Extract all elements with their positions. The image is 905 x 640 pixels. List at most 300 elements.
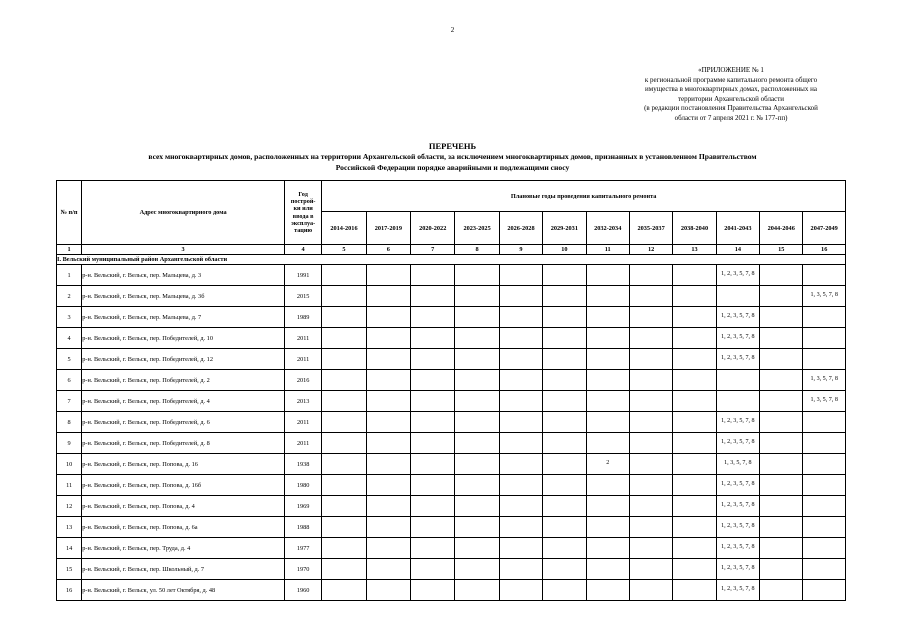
repair-works-cell (411, 307, 455, 328)
appendix-line: к региональной программе капитального ремонта общего (644, 75, 818, 84)
table-row (57, 433, 846, 454)
repair-works-cell (543, 559, 586, 580)
repair-works-cell (586, 286, 629, 307)
column-number: 1 (57, 245, 82, 255)
table-row (57, 307, 846, 328)
repair-works-cell (543, 370, 586, 391)
repair-works-cell (803, 559, 846, 580)
repair-works-cell (803, 328, 846, 349)
column-number: 13 (673, 245, 716, 255)
repair-works-cell (760, 391, 803, 412)
repair-works-cell (411, 349, 455, 370)
row-number: 15 (57, 559, 82, 580)
period-header: 2017-2019 (366, 212, 410, 245)
repair-works-cell (499, 517, 542, 538)
appendix-line: (в редакции постановления Правительства Архангельской (644, 104, 818, 113)
row-number: 8 (57, 412, 82, 433)
repair-works-cell (366, 433, 410, 454)
row-build-year: 1960 (284, 580, 321, 601)
repair-works-cell (455, 349, 499, 370)
repair-works-cell (803, 580, 846, 601)
repair-works-cell (716, 370, 759, 391)
repair-works-cell (366, 265, 410, 286)
row-number: 1 (57, 265, 82, 286)
repair-works-cell (629, 496, 672, 517)
row-address: р-н. Вельский, г. Вельск, пер. Попова, д. 16б (82, 475, 285, 496)
repair-works-cell (411, 475, 455, 496)
repair-works-cell (586, 496, 629, 517)
row-number: 13 (57, 517, 82, 538)
row-number: 14 (57, 538, 82, 559)
repair-works-cell (322, 391, 366, 412)
repair-works-cell (673, 496, 716, 517)
row-number: 3 (57, 307, 82, 328)
repair-works-cell: 1, 3, 5, 7, 8 (803, 370, 846, 391)
row-build-year: 1938 (284, 454, 321, 475)
repair-works-cell (411, 328, 455, 349)
repair-works-cell: 1, 2, 3, 5, 7, 8 (716, 349, 759, 370)
column-number: 12 (629, 245, 672, 255)
repair-works-cell (322, 412, 366, 433)
repair-works-cell (411, 559, 455, 580)
repair-works-cell (499, 433, 542, 454)
repair-works-cell (586, 538, 629, 559)
repair-works-cell (629, 349, 672, 370)
repair-works-cell (543, 517, 586, 538)
row-number: 12 (57, 496, 82, 517)
repair-works-cell (673, 265, 716, 286)
column-number: 10 (543, 245, 586, 255)
housing-registry-table (56, 180, 846, 601)
column-number: 9 (499, 245, 542, 255)
repair-works-cell (586, 391, 629, 412)
repair-works-cell (543, 412, 586, 433)
repair-works-cell (629, 433, 672, 454)
repair-works-cell (673, 370, 716, 391)
repair-works-cell (366, 307, 410, 328)
page-number: 2 (450, 26, 455, 34)
repair-works-cell (673, 286, 716, 307)
repair-works-cell (366, 580, 410, 601)
repair-works-cell (455, 370, 499, 391)
repair-works-cell (760, 412, 803, 433)
row-address: р-н. Вельский, г. Вельск, пер. Победителей, д. 12 (82, 349, 285, 370)
period-header: 2020-2022 (411, 212, 455, 245)
repair-works-cell (543, 580, 586, 601)
repair-works-cell: 1, 2, 3, 5, 7, 8 (716, 496, 759, 517)
row-number: 2 (57, 286, 82, 307)
repair-works-cell (760, 328, 803, 349)
repair-works-cell (629, 265, 672, 286)
repair-works-cell (411, 370, 455, 391)
table-row (57, 454, 846, 475)
repair-works-cell (499, 265, 542, 286)
row-address: р-н. Вельский, г. Вельск, пер. Победителей, д. 2 (82, 370, 285, 391)
repair-works-cell (366, 349, 410, 370)
row-number: 11 (57, 475, 82, 496)
row-address: р-н. Вельский, г. Вельск, пер. Мальцева, д. 3б (82, 286, 285, 307)
row-address: р-н. Вельский, г. Вельск, ул. 50 лет Октября, д. 48 (82, 580, 285, 601)
column-number: 15 (760, 245, 803, 255)
row-build-year: 2016 (284, 370, 321, 391)
repair-works-cell (586, 265, 629, 286)
repair-works-cell (673, 349, 716, 370)
repair-works-cell (411, 433, 455, 454)
row-number: 16 (57, 580, 82, 601)
repair-works-cell (760, 286, 803, 307)
repair-works-cell: 1, 2, 3, 5, 7, 8 (716, 412, 759, 433)
row-address: р-н. Вельский, г. Вельск, пер. Победителей, д. 10 (82, 328, 285, 349)
table-row (57, 496, 846, 517)
row-address: р-н. Вельский, г. Вельск, пер. Мальцева, д. 3 (82, 265, 285, 286)
repair-works-cell: 1, 2, 3, 5, 7, 8 (716, 559, 759, 580)
repair-works-cell (760, 370, 803, 391)
repair-works-cell (455, 538, 499, 559)
repair-works-cell (803, 475, 846, 496)
repair-works-cell (760, 265, 803, 286)
repair-works-cell (543, 349, 586, 370)
repair-works-cell (543, 496, 586, 517)
repair-works-cell (455, 496, 499, 517)
repair-works-cell: 1, 3, 5, 7, 8 (803, 391, 846, 412)
repair-works-cell (629, 286, 672, 307)
table-row (57, 580, 846, 601)
repair-works-cell (366, 412, 410, 433)
header-address: Адрес многоквартирного дома (82, 181, 285, 245)
table-row (57, 412, 846, 433)
row-build-year: 1970 (284, 559, 321, 580)
period-header: 2032-2034 (586, 212, 629, 245)
repair-works-cell (499, 580, 542, 601)
repair-works-cell (673, 328, 716, 349)
repair-works-cell (322, 370, 366, 391)
repair-works-cell (366, 328, 410, 349)
table-row (57, 538, 846, 559)
repair-works-cell (543, 454, 586, 475)
repair-works-cell (586, 475, 629, 496)
repair-works-cell (586, 412, 629, 433)
row-build-year: 1988 (284, 517, 321, 538)
repair-works-cell (543, 307, 586, 328)
row-build-year: 2011 (284, 412, 321, 433)
repair-works-cell (455, 286, 499, 307)
repair-works-cell (366, 496, 410, 517)
column-number: 8 (455, 245, 499, 255)
column-number: 5 (322, 245, 366, 255)
repair-works-cell (455, 328, 499, 349)
row-address: р-н. Вельский, г. Вельск, пер. Победителей, д. 4 (82, 391, 285, 412)
repair-works-cell (629, 307, 672, 328)
row-build-year: 2015 (284, 286, 321, 307)
table-row (57, 349, 846, 370)
repair-works-cell (499, 286, 542, 307)
repair-works-cell (322, 538, 366, 559)
repair-works-cell (366, 454, 410, 475)
repair-works-cell (629, 412, 672, 433)
period-header: 2044-2046 (760, 212, 803, 245)
repair-works-cell (760, 349, 803, 370)
repair-works-cell (322, 265, 366, 286)
repair-works-cell (499, 475, 542, 496)
repair-works-cell (322, 286, 366, 307)
period-header: 2023-2025 (455, 212, 499, 245)
repair-works-cell (411, 517, 455, 538)
repair-works-cell (499, 370, 542, 391)
repair-works-cell (803, 454, 846, 475)
appendix-line: «ПРИЛОЖЕНИЕ № 1 (698, 66, 764, 74)
repair-works-cell (760, 433, 803, 454)
section-heading: I. Вельский муниципальный район Архангельской области (57, 255, 846, 265)
repair-works-cell (322, 517, 366, 538)
repair-works-cell (760, 517, 803, 538)
row-build-year: 2013 (284, 391, 321, 412)
table-row (57, 286, 846, 307)
column-number: 3 (82, 245, 285, 255)
repair-works-cell (455, 559, 499, 580)
table-row (57, 475, 846, 496)
repair-works-cell (760, 475, 803, 496)
row-address: р-н. Вельский, г. Вельск, пер. Попова, д. 6а (82, 517, 285, 538)
title-line: всех многоквартирных домов, расположенных на территории Архангельской области, за исключением многоквартирных домов, признанных в установленном Правительством (148, 152, 757, 161)
repair-works-cell (366, 286, 410, 307)
repair-works-cell: 1, 3, 5, 7, 8 (803, 286, 846, 307)
repair-works-cell: 1, 2, 3, 5, 7, 8 (716, 265, 759, 286)
repair-works-cell (411, 454, 455, 475)
repair-works-cell (322, 454, 366, 475)
repair-works-cell (455, 454, 499, 475)
repair-works-cell (673, 412, 716, 433)
repair-works-cell (586, 580, 629, 601)
repair-works-cell (322, 580, 366, 601)
row-build-year: 1969 (284, 496, 321, 517)
column-number: 11 (586, 245, 629, 255)
repair-works-cell (586, 307, 629, 328)
repair-works-cell (543, 475, 586, 496)
repair-works-cell (673, 538, 716, 559)
repair-works-cell: 1, 2, 3, 5, 7, 8 (716, 433, 759, 454)
row-build-year: 1977 (284, 538, 321, 559)
column-number: 14 (716, 245, 759, 255)
row-number: 10 (57, 454, 82, 475)
period-header: 2038-2040 (673, 212, 716, 245)
column-number: 7 (411, 245, 455, 255)
repair-works-cell (803, 412, 846, 433)
repair-works-cell (586, 328, 629, 349)
period-header: 2014-2016 (322, 212, 366, 245)
repair-works-cell (455, 412, 499, 433)
repair-works-cell (716, 286, 759, 307)
repair-works-cell (411, 265, 455, 286)
repair-works-cell (411, 580, 455, 601)
repair-works-cell (322, 496, 366, 517)
repair-works-cell: 1, 2, 3, 5, 7, 8 (716, 475, 759, 496)
repair-works-cell (803, 496, 846, 517)
repair-works-cell (455, 433, 499, 454)
row-number: 6 (57, 370, 82, 391)
column-number: 6 (366, 245, 410, 255)
row-build-year: 2011 (284, 433, 321, 454)
row-build-year: 1991 (284, 265, 321, 286)
row-address: р-н. Вельский, г. Вельск, пер. Попова, д. 4 (82, 496, 285, 517)
repair-works-cell (673, 559, 716, 580)
repair-works-cell (499, 559, 542, 580)
header-build-year: Год построй- ки или ввода в эксплуа- тацию (284, 181, 321, 245)
repair-works-cell (673, 307, 716, 328)
repair-works-cell (543, 286, 586, 307)
row-address: р-н. Вельский, г. Вельск, пер. Школьный, д. 7 (82, 559, 285, 580)
repair-works-cell (803, 433, 846, 454)
document-title (50, 140, 855, 173)
repair-works-cell: 1, 2, 3, 5, 7, 8 (716, 307, 759, 328)
repair-works-cell: 1, 3, 5, 7, 8 (716, 454, 759, 475)
repair-works-cell (629, 391, 672, 412)
appendix-note (600, 66, 862, 124)
table-row (57, 559, 846, 580)
repair-works-cell (499, 412, 542, 433)
period-header: 2047-2049 (803, 212, 846, 245)
repair-works-cell (455, 580, 499, 601)
repair-works-cell (543, 328, 586, 349)
repair-works-cell (803, 349, 846, 370)
row-number: 4 (57, 328, 82, 349)
row-address: р-н. Вельский, г. Вельск, пер. Победителей, д. 6 (82, 412, 285, 433)
row-build-year: 2011 (284, 349, 321, 370)
repair-works-cell (366, 370, 410, 391)
repair-works-cell (760, 580, 803, 601)
repair-works-cell (366, 538, 410, 559)
repair-works-cell (586, 517, 629, 538)
repair-works-cell (499, 307, 542, 328)
header-planned-years: Плановые годы проведения капитального ремонта (322, 181, 846, 212)
row-number: 7 (57, 391, 82, 412)
repair-works-cell (411, 496, 455, 517)
repair-works-cell (629, 328, 672, 349)
title-line: Российской Федерации порядке аварийными и подлежащими сносу (335, 162, 570, 172)
period-header: 2035-2037 (629, 212, 672, 245)
repair-works-cell (673, 433, 716, 454)
row-build-year: 2011 (284, 328, 321, 349)
period-header: 2041-2043 (716, 212, 759, 245)
repair-works-cell (760, 454, 803, 475)
repair-works-cell (629, 370, 672, 391)
table-row (57, 265, 846, 286)
repair-works-cell (499, 538, 542, 559)
repair-works-cell (366, 517, 410, 538)
repair-works-cell: 1, 2, 3, 5, 7, 8 (716, 517, 759, 538)
repair-works-cell (411, 391, 455, 412)
repair-works-cell (760, 559, 803, 580)
repair-works-cell (673, 517, 716, 538)
repair-works-cell (629, 559, 672, 580)
repair-works-cell (411, 412, 455, 433)
column-number: 16 (803, 245, 846, 255)
table-row (57, 391, 846, 412)
repair-works-cell (629, 517, 672, 538)
repair-works-cell (411, 538, 455, 559)
header-number: № п/п (57, 181, 82, 245)
repair-works-cell (366, 559, 410, 580)
repair-works-cell (322, 433, 366, 454)
repair-works-cell (499, 496, 542, 517)
table-row (57, 328, 846, 349)
repair-works-cell (586, 370, 629, 391)
row-number: 5 (57, 349, 82, 370)
repair-works-cell (499, 328, 542, 349)
repair-works-cell (322, 475, 366, 496)
table-row (57, 370, 846, 391)
row-address: р-н. Вельский, г. Вельск, пер. Победителей, д. 8 (82, 433, 285, 454)
column-number-row (57, 245, 846, 255)
row-number: 9 (57, 433, 82, 454)
period-header: 2029-2031 (543, 212, 586, 245)
repair-works-cell (322, 307, 366, 328)
repair-works-cell (803, 538, 846, 559)
repair-works-cell (543, 265, 586, 286)
appendix-line: имущества в многоквартирных домах, расположенных на (645, 85, 817, 94)
repair-works-cell (629, 538, 672, 559)
repair-works-cell (455, 475, 499, 496)
repair-works-cell (760, 307, 803, 328)
repair-works-cell (499, 391, 542, 412)
repair-works-cell (673, 391, 716, 412)
repair-works-cell (366, 475, 410, 496)
repair-works-cell (455, 265, 499, 286)
period-header: 2026-2028 (499, 212, 542, 245)
repair-works-cell (499, 454, 542, 475)
repair-works-cell (673, 580, 716, 601)
repair-works-cell (673, 454, 716, 475)
repair-works-cell (455, 517, 499, 538)
repair-works-cell (411, 286, 455, 307)
repair-works-cell (322, 328, 366, 349)
repair-works-cell (803, 517, 846, 538)
repair-works-cell (586, 559, 629, 580)
row-address: р-н. Вельский, г. Вельск, пер. Попова, д. 16 (82, 454, 285, 475)
repair-works-cell (543, 538, 586, 559)
repair-works-cell (629, 475, 672, 496)
repair-works-cell (629, 580, 672, 601)
title-heading: ПЕРЕЧЕНЬ (428, 141, 477, 151)
repair-works-cell (629, 454, 672, 475)
repair-works-cell: 2 (586, 454, 629, 475)
repair-works-cell (760, 538, 803, 559)
repair-works-cell (322, 349, 366, 370)
repair-works-cell (543, 391, 586, 412)
repair-works-cell (322, 559, 366, 580)
row-address: р-н. Вельский, г. Вельск, пер. Труда, д. 4 (82, 538, 285, 559)
repair-works-cell: 1, 2, 3, 5, 7, 8 (716, 328, 759, 349)
appendix-line: территории Архангельской области (677, 94, 785, 103)
repair-works-cell: 1, 2, 3, 5, 7, 8 (716, 538, 759, 559)
row-address: р-н. Вельский, г. Вельск, пер. Мальцева, д. 7 (82, 307, 285, 328)
repair-works-cell (803, 307, 846, 328)
repair-works-cell (586, 349, 629, 370)
repair-works-cell (543, 433, 586, 454)
repair-works-cell (455, 307, 499, 328)
repair-works-cell (499, 349, 542, 370)
appendix-line: области от 7 апреля 2021 г. № 177-пп) (674, 113, 788, 122)
repair-works-cell (716, 391, 759, 412)
row-build-year: 1989 (284, 307, 321, 328)
repair-works-cell (803, 265, 846, 286)
repair-works-cell (673, 475, 716, 496)
repair-works-cell (586, 433, 629, 454)
table-row (57, 517, 846, 538)
repair-works-cell (455, 391, 499, 412)
row-build-year: 1980 (284, 475, 321, 496)
repair-works-cell (366, 391, 410, 412)
repair-works-cell: 1, 2, 3, 5, 7, 8 (716, 580, 759, 601)
